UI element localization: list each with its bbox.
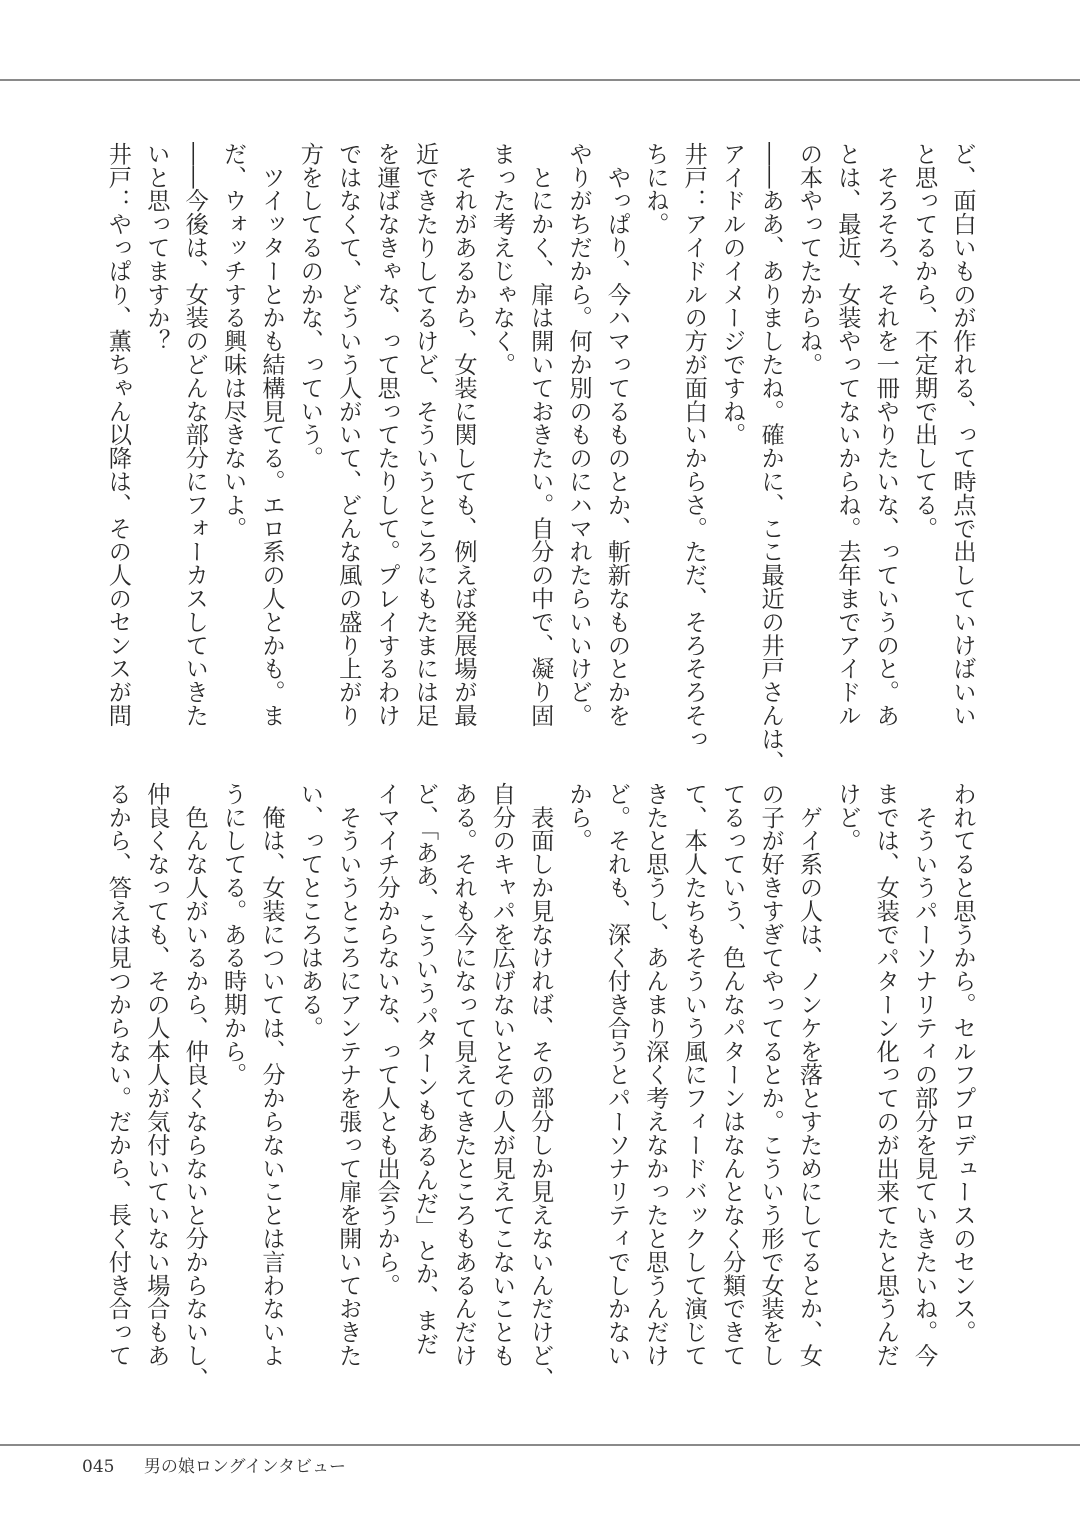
text-column: そういうところにアンテナを張って扉を開いておきた <box>334 782 362 1367</box>
text-column: を運ばなきゃな、って思ってたりして。プレイするわけ <box>373 142 401 727</box>
text-column: 表面しか見なければ、その部分しか見えないんだけど、 <box>526 782 554 1391</box>
page-number: 045 <box>82 1457 115 1477</box>
text-column: 井戸：アイドルの方が面白いからさ。ただ、そろそろそっ <box>680 142 708 751</box>
text-column: そろそろ、それを一冊やりたいな、っていうのと。あ <box>872 142 900 727</box>
text-column: から。 <box>565 782 593 853</box>
text-column: るから、答えは見つからない。だから、長く付き合って <box>104 782 132 1367</box>
text-column: 方をしてるのかな、っていう。 <box>296 142 324 470</box>
text-column: まった考えじゃなく。 <box>488 142 516 376</box>
text-column: ど。それも、深く付き合うとパーソナリティでしかない <box>603 782 631 1367</box>
text-column: われてると思うから。セルフプロデュースのセンス。 <box>949 782 976 1344</box>
text-column: とは、最近、女装やってないからね。去年までアイドル <box>833 142 861 727</box>
section-title: 男の娘ロングインタビュー <box>143 1457 346 1477</box>
text-column: の本やってたからね。 <box>795 142 823 376</box>
text-column: だ、ウォッチする興味は尽きないよ。 <box>219 142 247 540</box>
text-column: ではなくて、どういう人がいて、どんな風の盛り上がり <box>334 142 362 727</box>
text-column: けど。 <box>833 782 861 853</box>
text-column: それがあるから、女装に関しても、例えば発展場が最 <box>449 142 477 727</box>
text-column: と思ってるから、不定期で出してる。 <box>910 142 938 540</box>
text-column: までは、女装でパターン化ってのが出来てたと思うんだ <box>872 782 900 1367</box>
text-column: ――今後は、女装のどんな部分にフォーカスしていきた <box>181 142 209 727</box>
text-column: 仲良くなっても、その人本人が気付いていない場合もあ <box>142 782 170 1367</box>
text-column: うにしてる。ある時期から。 <box>219 782 247 1087</box>
text-column: イマイチ分からないな、って人とも出会うから。 <box>373 782 401 1297</box>
text-column: ゲイ系の人は、ノンケを落とすためにしてるとか、女 <box>795 782 823 1367</box>
text-column: の子が好きすぎてやってるとか。こういう形で女装をし <box>757 782 785 1367</box>
text-block-top <box>98 142 981 774</box>
text-column: やっぱり、今ハマってるものとか、斬新なものとかを <box>603 142 631 727</box>
text-column: い、ってところはある。 <box>296 782 324 1040</box>
text-column: とにかく、扉は開いておきたい。自分の中で、凝り固 <box>526 142 554 727</box>
text-block-bottom <box>98 782 981 1391</box>
text-column: て、本人たちもそういう風にフィードバックして演じて <box>680 782 708 1367</box>
text-column: そういうパーソナリティの部分を見ていきたいね。今 <box>910 782 938 1367</box>
text-column: 自分のキャパを広げないとその人が見えてこないことも <box>488 782 516 1367</box>
text-column: ちにね。 <box>641 142 669 236</box>
text-column: 井戸：やっぱり、薫ちゃん以降は、その人のセンスが問 <box>104 142 132 727</box>
text-column: てるっていう、色んなパターンはなんとなく分類できて <box>718 782 746 1367</box>
footer-rule <box>0 1444 1080 1446</box>
header-rule <box>0 79 1080 81</box>
text-column: ど、面白いものが作れる、って時点で出していけばいい <box>949 142 976 727</box>
text-column: やりがちだから。何か別のものにハマれたらいいけど。 <box>565 142 593 727</box>
text-column: アイドルのイメージですね。 <box>718 142 746 447</box>
page-footer <box>82 1452 346 1477</box>
text-column: ツイッターとかも結構見てる。エロ系の人とかも。ま <box>257 142 285 727</box>
text-column: 近できたりしてるけど、そういうところにもたまには足 <box>411 142 439 727</box>
text-column: 俺は、女装については、分からないことは言わないよ <box>257 782 285 1367</box>
text-column: ある。それも今になって見えてきたところもあるんだけ <box>449 782 477 1367</box>
text-column: ――ああ、ありましたね。確かに、ここ最近の井戸さんは、 <box>757 142 785 774</box>
text-column: ど、「ああ、こういうパターンもあるんだ」とか、まだ <box>411 782 439 1356</box>
text-column: きたと思うし、あんまり深く考えなかったと思うんだけ <box>641 782 669 1367</box>
text-column: 色んな人がいるから、仲良くならないと分からないし、 <box>181 782 209 1391</box>
text-column: いと思ってますか？ <box>142 142 170 353</box>
